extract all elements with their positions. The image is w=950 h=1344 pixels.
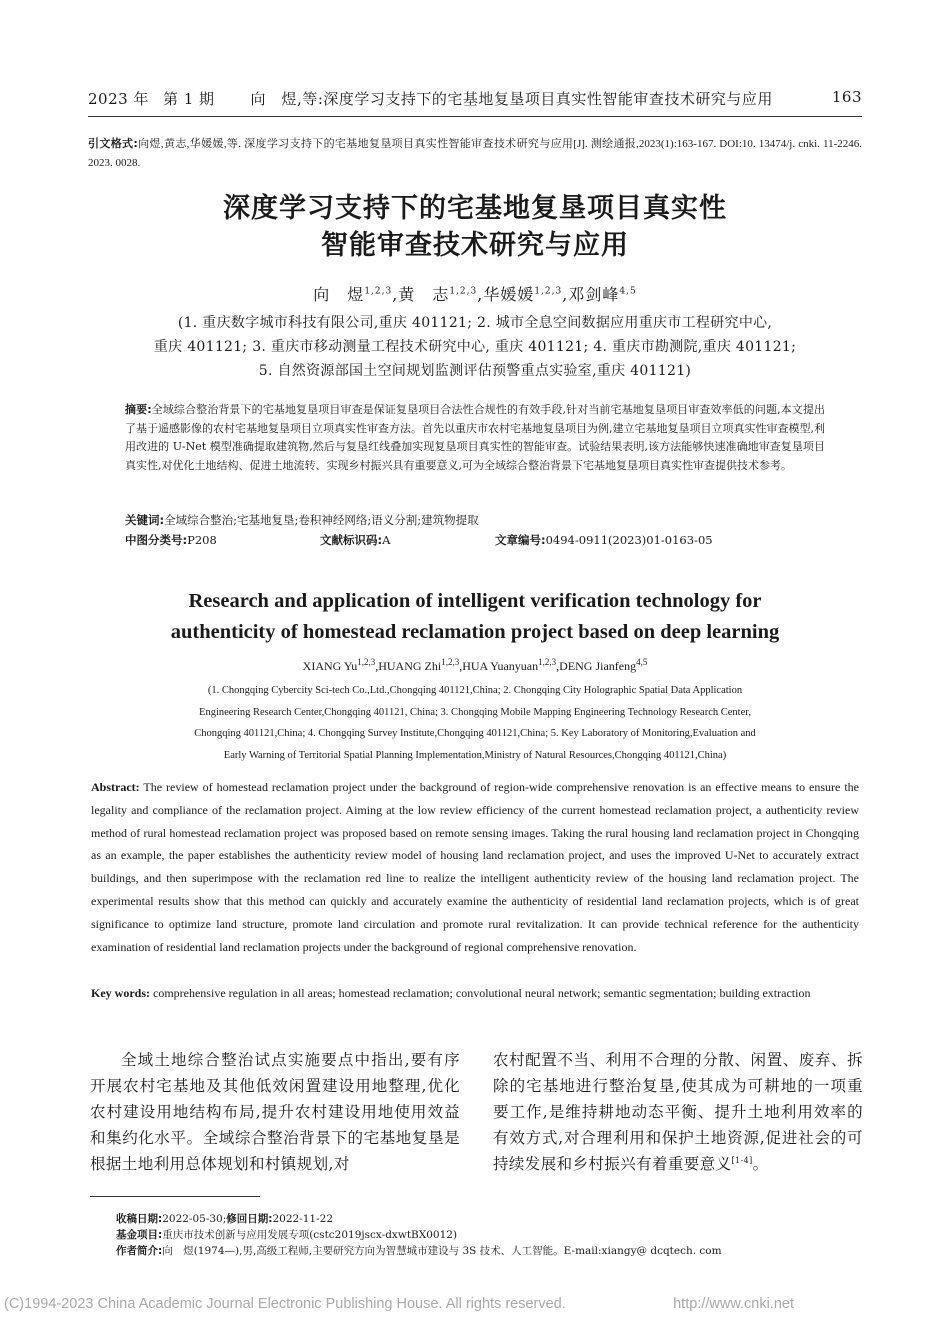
header-year: 2023 年 [88,90,149,108]
author-name: 华媛媛 [483,285,535,304]
affiliation-line: Engineering Research Center,Chongqing 401121, China; 3. Chongqing Mobile Mapping Engineering Technology Research Center, [199,706,751,718]
document-code: 文献标识码:A [320,533,391,547]
running-header [88,88,862,117]
author-name: XIANG Yu [302,659,358,673]
body-column-right: 农村配置不当、利用不合理的分散、闲置、废弃、拆除的宅基地进行整治复垦,使其成为可耕地的一项重要工作,是维持耕地动态平衡、提升土地利用效率的有效方式,对合理利用和保护土地资源,促进社会的可持续发展和乡村振兴有着重要意义[1-4]。 [493,1051,863,1173]
chinese-title-line2: 智能审查技术研究与应用 [321,230,629,261]
english-keywords [91,982,859,1005]
keywords-label: Key words: [91,986,150,1000]
chinese-abstract [125,401,825,475]
english-title-line1: Research and application of intelligent verification technology for [188,590,762,612]
abstract-text: 全域综合整治背景下的宅基地复垦项目审查是保证复垦项目合法性合规性的有效手段,针对当前宅基地复垦项目审查效率低的问题,本文提出了基于遥感影像的农村宅基地复垦项目立项真实性审查方法。首先以重庆市农村宅基地复垦项目为例,建立宅基地复垦项目立项真实性审查模型,利用改进的 U-Net 模型准确提取建筑物,然后与复垦红线叠加实现复垦项目真实性的智能审查。试验结果表明,该方法能够快速准确地审查复垦项目真实性,对优化土地结构、促进土地流转、实现乡村振兴具有重要意义,可为全域综合整治背景下宅基地复垦项目真实性审查提供技术参考。 [125,403,825,472]
author-affil-sup: 1,2,3 [449,286,478,297]
citation-text: 向煜,黄志,华媛媛,等. 深度学习支持下的宅基地复垦项目真实性智能审查技术研究与应用[J]. 测绘通报,2023(1):163-167. DOI:10. 13474/j. cnki. 11-2246. 2023. 0028. [88,138,863,169]
header-page-number: 163 [831,88,862,106]
author-name: HUA Yuanyuan [462,659,539,673]
author-name: 黄 志 [398,285,450,304]
copyright-watermark [4,1296,794,1312]
english-authors: XIANG Yu$^{1,2,3}$,HUANG Zhi$^{1,2,3}$,HUA Yuanyuan$^{1,2,3}$,DENG Jianfeng$^{4,5}$ [302,657,648,673]
author-name: 向 煜 [313,285,365,304]
reference-marker[interactable]: [1-4] [731,1155,753,1165]
abstract-label: 摘要: [125,403,152,416]
copyright-text: (C)1994-2023 China Academic Journal Electronic Publishing House. All rights reserved. [4,1296,566,1312]
footnote-author: 作者简介:向 煜(1974—),男,高级工程师,主要研究方向为智慧城市建设与 3S 技术、人工智能。E-mail:xiangy@ dcqtech. com [116,1245,722,1257]
author-affil-sup: 1,2,3 [357,657,376,667]
english-title-line2: authenticity of homestead reclamation project based on deep learning [170,621,780,643]
author-affil-sup: 4,5 [619,286,637,297]
keywords-text: comprehensive regulation in all areas; homestead reclamation; convolutional neural network; semantic segmentation; building extraction [153,986,811,1000]
footnotes [116,1211,860,1259]
english-abstract [91,776,859,958]
affiliation-line: 5. 自然资源部国土空间规划监测评估预警重点实验室,重庆 401121) [258,363,692,379]
keywords-text: 全域综合整治;宅基地复垦;卷积神经网络;语义分割;建筑物提取 [164,513,479,527]
author-name: HUANG Zhi [378,659,442,673]
cnki-url[interactable]: http://www.cnki.net [673,1296,794,1312]
citation-format [88,134,862,173]
english-title [88,586,862,648]
author-affil-sup: 1,2,3 [538,657,557,667]
keywords-label: 关键词: [125,513,165,527]
author-affil-sup: 4,5 [636,657,648,667]
author-name: 邓剑峰 [568,285,620,304]
chinese-affiliations [110,311,840,383]
chinese-keywords [125,511,825,529]
header-issue: 第 1 期 [162,90,215,108]
english-affiliations [110,680,840,766]
classification-row [125,531,825,549]
header-article-title: 向 煜,等:深度学习支持下的宅基地复垦项目真实性智能审查技术研究与应用 [250,90,773,108]
affiliation-line: Early Warning of Territorial Spatial Planning Implementation,Ministry of Natural Resources,Chongqing 401121,China) [223,749,727,761]
affiliation-line: (1. Chongqing Cybercity Sci-tech Co.,Ltd.,Chongqing 401121,China; 2. Chongqing City Holographic Spatial Data Application [207,685,743,696]
author-affil-sup: 1,2,3 [441,657,460,667]
author-affil-sup: 1,2,3 [534,286,563,297]
affiliation-line: 重庆 401121; 3. 重庆市移动测量工程技术研究中心, 重庆 401121; 4. 重庆市勘测院,重庆 401121; [153,339,797,355]
citation-label: 引文格式: [88,137,138,150]
clc-number: 中图分类号:P208 [125,533,217,547]
author-affil-sup: 1,2,3 [364,286,393,297]
footnote-fund: 基金项目:重庆市技术创新与应用发展专项(cstc2019jscx-dxwtBX0012) [116,1229,458,1241]
abstract-label: Abstract: [91,780,140,794]
chinese-title [88,190,862,264]
footnote-dates: 收稿日期:2022-05-30;修回日期:2022-11-22 [116,1213,334,1225]
affiliation-line: Chongqing 401121,China; 4. Chongqing Survey Institute,Chongqing 401121,China; 5. Key Laboratory of Monitoring,Evaluation and [194,728,756,739]
author-name: DENG Jianfeng [559,659,637,673]
abstract-text: The review of homestead reclamation project under the background of region-wide comprehensive renovation is an effective means to ensure the legality and compliance of the reclamation project. Aiming at the low review efficiency of the current homestead reclamation project, a authenticity review method of rural homestead reclamation project was proposed based on remote sensing images. Taking the rural housing land reclamation project in Chongqing as an example, the paper establishes the authenticity review model of housing land reclamation project, and uses the improved U-Net to accurately extract buildings, and then superimpose with the reclamation red line to realize the intelligent authenticity review of the housing land reclamation project. The experimental results show that this method can quickly and accurately examine the authenticity of residential land reclamation projects, which is of great significance to optimize land structure, promote land circulation and promote rural revitalization. It can provide technical reference for the authenticity examination of residential land reclamation projects under the background of regional comprehensive renovation. [91,780,859,954]
footnote-divider [90,1196,260,1197]
article-number: 文章编号:0494-0911(2023)01-0163-05 [495,533,713,547]
chinese-authors: 向 煜$^{1,2,3}$,黄 志$^{1,2,3}$,华媛媛$^{1,2,3}$,邓剑峰$^{4,5}$ [313,285,637,304]
affiliation-line: (1. 重庆数字城市科技有限公司,重庆 401121; 2. 城市全息空间数据应用重庆市工程研究中心, [177,315,773,331]
body-column-left: 全域土地综合整治试点实施要点中指出,要有序开展农村宅基地及其他低效闲置建设用地整理,优化农村建设用地结构布局,提升农村建设用地使用效益和集约化水平。全域综合整治背景下的宅基地复垦是根据土地利用总体规划和村镇规划,对 [90,1051,460,1173]
chinese-title-line1: 深度学习支持下的宅基地复垦项目真实性 [223,193,727,224]
